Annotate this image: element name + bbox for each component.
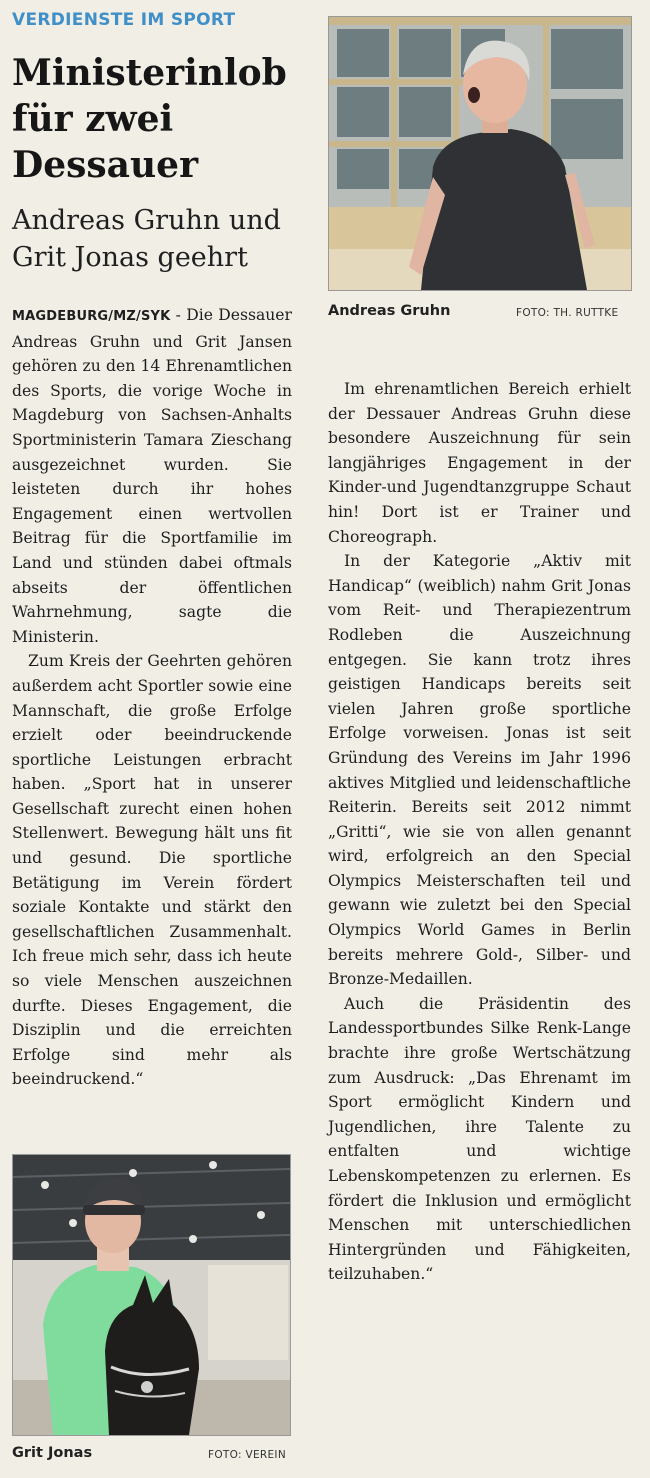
- article-kicker: VERDIENSTE IM SPORT: [12, 10, 236, 30]
- photo-grit-jonas: [12, 1154, 291, 1436]
- left-paragraph-1: [12, 303, 292, 649]
- left-paragraph-2: Zum Kreis der Geehrten gehören außerdem acht Sportler sowie eine Mannschaft, die große Erfolge erzielt oder beeindruckende sportliche Leistungen erbracht haben. „Sport hat in unserer Gesellschaft zurecht einen hohen Stellenwert. Bewegung hält uns fit und gesund. Die sportliche Betätigung im Verein fördert soziale Kontakte und stärkt den gesellschaftlichen Zusammenhalt. Ich freue mich sehr, dass ich heute so viele Menschen auszeichnen durfte. Dieses Engagement, die Disziplin und die erreichten Erfolge sind mehr als beeindruckend.“: [12, 652, 292, 1089]
- photo-caption-andreas-gruhn: Andreas Gruhn: [328, 303, 451, 319]
- photo-caption-grit-jonas: Grit Jonas: [12, 1445, 93, 1461]
- left-text-column: [12, 303, 292, 1092]
- article-headline: Ministerinlob für zwei Dessauer: [12, 52, 287, 186]
- article-subheadline: Andreas Gruhn und Grit Jonas geehrt: [12, 205, 281, 273]
- right-paragraph-3: Auch die Präsidentin des Landessportbundes Silke Renk-Lange brachte ihre große Wertschätzung zum Ausdruck: „Das Ehrenamt im Sport ermöglicht Kindern und Jugendlichen, ihre Talente zu entfalten und wichtige Lebenskompetenzen zu erlernen. Es fördert die Inklusion und ermöglicht Menschen mit unterschiedlichen Hintergründen und Fähigkeiten, teilzuhaben.“: [328, 994, 631, 1284]
- photo-credit-bottom: FOTO: VEREIN: [208, 1449, 286, 1461]
- left-paragraph-1-text: - Die Dessauer Andreas Gruhn und Grit Jansen gehören zu den 14 Ehrenamtlichen des Sports, die vorige Woche in Magdeburg von Sachsen-Anhalts Sportministerin Tamara Zieschang ausgezeichnet wurden. Sie leisteten durch ihr hohes Engagement einen wertvollen Beitrag für die Sportfamilie im Land und stünden dabei oftmals abseits der öffentlichen Wahrnehmung, sagte die Ministerin.: [12, 306, 292, 646]
- photo-grit-jonas-image: [13, 1155, 290, 1435]
- photo-andreas-gruhn: [328, 16, 632, 291]
- right-paragraph-2: In der Kategorie „Aktiv mit Handicap“ (weiblich) nahm Grit Jonas vom Reit- und Therapiezentrum Rodleben die Auszeichnung entgegen. Sie kann trotz ihres geistigen Handicaps bereits seit vielen Jahren große sportliche Erfolge vorweisen. Jonas ist seit Gründung des Vereins im Jahr 1996 aktives Mitglied und leidenschaftliche Reiterin. Bereits seit 2012 nimmt „Gritti“, wie sie von allen genannt wird, erfolgreich an den Special Olympics Meisterschaften teil und gewann wie zuletzt bei den Special Olympics World Games in Berlin bereits mehrere Gold-, Silber- und Bronze-Medaillen.: [328, 552, 631, 989]
- right-text-column: [328, 377, 631, 1287]
- photo-credit-top: FOTO: TH. RUTTKE: [516, 307, 619, 319]
- article-dateline: MAGDEBURG/MZ/SYK: [12, 309, 171, 324]
- photo-andreas-gruhn-image: [329, 17, 631, 290]
- right-paragraph-1: Im ehrenamtlichen Bereich erhielt der Dessauer Andreas Gruhn diese besondere Auszeichnung für sein langjähriges Engagement in der Kinder-und Jugendtanzgruppe Schaut hin! Dort ist er Trainer und Choreograph.: [328, 380, 631, 546]
